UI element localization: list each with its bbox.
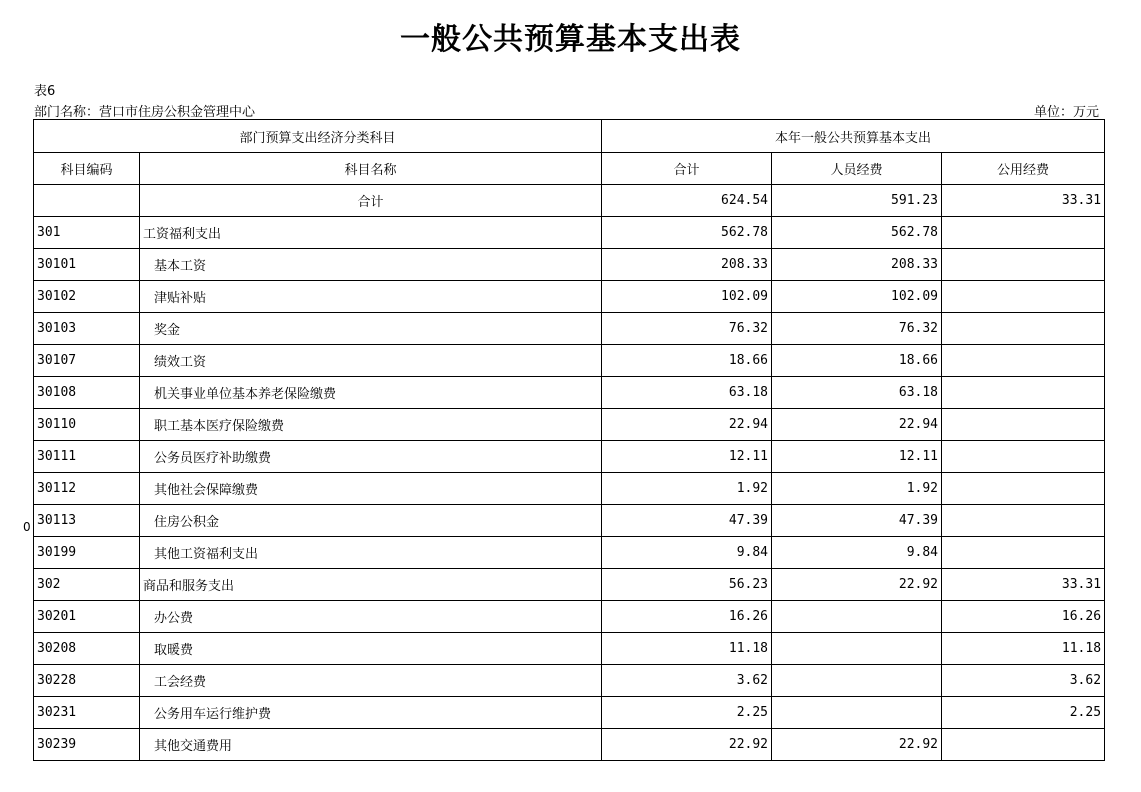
cell-total: 1.92 <box>602 473 772 505</box>
cell-total: 47.39 <box>602 505 772 537</box>
cell-code: 30108 <box>34 377 140 409</box>
page-title: 一般公共预算基本支出表 <box>400 22 741 57</box>
cell-total: 56.23 <box>602 569 772 601</box>
table-row <box>34 601 1105 633</box>
cell-name: 机关事业单位基本养老保险缴费 <box>140 377 602 409</box>
cell-code: 302 <box>34 569 140 601</box>
table-row <box>34 665 1105 697</box>
cell-code: 30107 <box>34 345 140 377</box>
cell-code: 30111 <box>34 441 140 473</box>
table-row <box>34 729 1105 761</box>
cell-public <box>942 249 1105 281</box>
cell-name: 工资福利支出 <box>140 217 602 249</box>
header-code: 科目编码 <box>34 153 140 185</box>
cell-public: 11.18 <box>942 633 1105 665</box>
cell-public <box>942 441 1105 473</box>
table-row <box>34 697 1105 729</box>
table-row <box>34 217 1105 249</box>
header-group-row <box>34 120 1105 153</box>
header-total: 合计 <box>602 153 772 185</box>
cell-public: 2.25 <box>942 697 1105 729</box>
table-row <box>34 473 1105 505</box>
cell-code: 30113 <box>34 505 140 537</box>
cell-total: 3.62 <box>602 665 772 697</box>
cell-public <box>942 505 1105 537</box>
cell-personnel: 47.39 <box>772 505 942 537</box>
table-row <box>34 249 1105 281</box>
table-row <box>34 313 1105 345</box>
cell-total: 9.84 <box>602 537 772 569</box>
cell-code: 30201 <box>34 601 140 633</box>
cell-code: 30112 <box>34 473 140 505</box>
cell-personnel: 12.11 <box>772 441 942 473</box>
cell-total: 18.66 <box>602 345 772 377</box>
cell-total: 2.25 <box>602 697 772 729</box>
cell-name: 办公费 <box>140 601 602 633</box>
header-public: 公用经费 <box>942 153 1105 185</box>
table-row <box>34 377 1105 409</box>
cell-public: 33.31 <box>942 569 1105 601</box>
table-row <box>34 409 1105 441</box>
header-basic-expenditure: 本年一般公共预算基本支出 <box>602 120 1105 153</box>
cell-name: 其他交通费用 <box>140 729 602 761</box>
cell-name: 工会经费 <box>140 665 602 697</box>
cell-personnel <box>772 601 942 633</box>
cell-public <box>942 281 1105 313</box>
cell-public <box>942 537 1105 569</box>
cell-code: 30199 <box>34 537 140 569</box>
cell-public <box>942 409 1105 441</box>
table-row <box>34 537 1105 569</box>
table-row <box>34 441 1105 473</box>
table-body <box>34 185 1105 761</box>
cell-personnel <box>772 633 942 665</box>
header-name: 科目名称 <box>140 153 602 185</box>
cell-personnel: 63.18 <box>772 377 942 409</box>
cell-personnel: 22.94 <box>772 409 942 441</box>
cell-total: 208.33 <box>602 249 772 281</box>
cell-name: 职工基本医疗保险缴费 <box>140 409 602 441</box>
table-row <box>34 633 1105 665</box>
cell-code: 30239 <box>34 729 140 761</box>
cell-total: 11.18 <box>602 633 772 665</box>
cell-total: 76.32 <box>602 313 772 345</box>
cell-personnel: 562.78 <box>772 217 942 249</box>
cell-personnel: 22.92 <box>772 569 942 601</box>
cell-code: 30103 <box>34 313 140 345</box>
cell-name: 津贴补贴 <box>140 281 602 313</box>
cell-code: 30110 <box>34 409 140 441</box>
cell-name: 基本工资 <box>140 249 602 281</box>
cell-personnel: 1.92 <box>772 473 942 505</box>
cell-name: 商品和服务支出 <box>140 569 602 601</box>
cell-personnel: 76.32 <box>772 313 942 345</box>
cell-total: 22.92 <box>602 729 772 761</box>
cell-public: 16.26 <box>942 601 1105 633</box>
budget-table <box>33 119 1105 761</box>
cell-name: 奖金 <box>140 313 602 345</box>
cell-code: 30208 <box>34 633 140 665</box>
department-label: 部门名称：营口市住房公积金管理中心 <box>34 105 256 120</box>
cell-total: 102.09 <box>602 281 772 313</box>
cell-name: 住房公积金 <box>140 505 602 537</box>
cell-name: 其他社会保障缴费 <box>140 473 602 505</box>
cell-personnel: 9.84 <box>772 537 942 569</box>
cell-code: 30228 <box>34 665 140 697</box>
cell-total: 624.54 <box>602 185 772 217</box>
table-number: 表6 <box>34 84 56 99</box>
cell-personnel <box>772 665 942 697</box>
cell-name: 公务员医疗补助缴费 <box>140 441 602 473</box>
cell-public <box>942 377 1105 409</box>
header-personnel: 人员经费 <box>772 153 942 185</box>
unit-label: 单位：万元 <box>1033 105 1099 120</box>
cell-personnel: 591.23 <box>772 185 942 217</box>
cell-public <box>942 217 1105 249</box>
cell-code: 301 <box>34 217 140 249</box>
cell-public: 3.62 <box>942 665 1105 697</box>
cell-code: 30231 <box>34 697 140 729</box>
cell-name: 公务用车运行维护费 <box>140 697 602 729</box>
cell-code <box>34 185 140 217</box>
cell-personnel: 22.92 <box>772 729 942 761</box>
cell-personnel <box>772 697 942 729</box>
cell-name: 取暖费 <box>140 633 602 665</box>
cell-public <box>942 345 1105 377</box>
cell-total: 16.26 <box>602 601 772 633</box>
cell-total: 22.94 <box>602 409 772 441</box>
cell-total: 63.18 <box>602 377 772 409</box>
header-column-row <box>34 153 1105 185</box>
cell-name: 其他工资福利支出 <box>140 537 602 569</box>
cell-name: 合计 <box>140 185 602 217</box>
table-row <box>34 505 1105 537</box>
header-economic-category: 部门预算支出经济分类科目 <box>34 120 602 153</box>
table-row <box>34 345 1105 377</box>
cell-public: 33.31 <box>942 185 1105 217</box>
cell-public <box>942 313 1105 345</box>
cell-public <box>942 473 1105 505</box>
table-row <box>34 569 1105 601</box>
cell-total: 12.11 <box>602 441 772 473</box>
cell-personnel: 102.09 <box>772 281 942 313</box>
table-row <box>34 185 1105 217</box>
side-mark: 0 <box>23 520 31 534</box>
cell-total: 562.78 <box>602 217 772 249</box>
cell-name: 绩效工资 <box>140 345 602 377</box>
cell-code: 30102 <box>34 281 140 313</box>
table-row <box>34 281 1105 313</box>
cell-personnel: 18.66 <box>772 345 942 377</box>
cell-public <box>942 729 1105 761</box>
cell-personnel: 208.33 <box>772 249 942 281</box>
cell-code: 30101 <box>34 249 140 281</box>
